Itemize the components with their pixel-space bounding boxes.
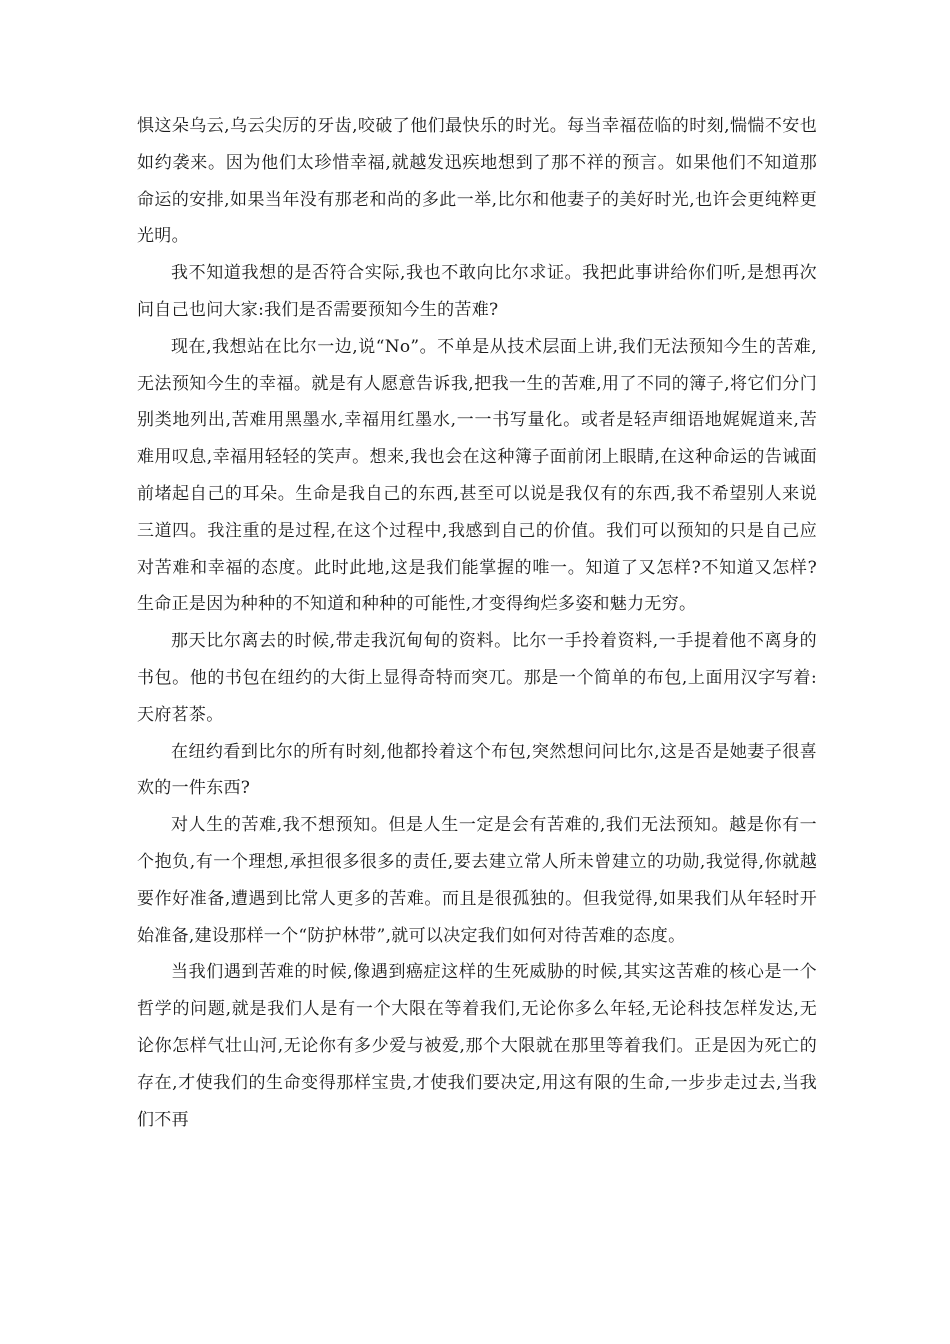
paragraph-3: 现在,我想站在比尔一边,说“No”。不单是从技术层面上讲,我们无法预知今生的苦难,无法预知今生的幸福。就是有人愿意告诉我,把我一生的苦难,用了不同的簿子,将它们分门别类地列出,苦难用黑墨水,幸福用红墨水,一一书写量化。或者是轻声细语地娓娓道来,苦难用叹息,幸福用轻轻的笑声。想来,我也会在这种簿子面前闭上眼睛,在这种命运的告诫面前堵起自己的耳朵。生命是我自己的东西,甚至可以说是我仅有的东西,我不希望别人来说三道四。我注重的是过程,在这个过程中,我感到自己的价值。我们可以预知的只是自己应对苦难和幸福的态度。此时此地,这是我们能掌握的唯一。知道了又怎样?不知道又怎样?生命正是因为种种的不知道和种种的可能性,才变得绚烂多姿和魅力无穷。 bbox=[137, 336, 817, 615]
document-body bbox=[137, 108, 817, 1138]
paragraph-1: 惧这朵乌云,乌云尖厉的牙齿,咬破了他们最快乐的时光。每当幸福莅临的时刻,惴惴不安也如约袭来。因为他们太珍惜幸福,就越发迅疾地想到了那不祥的预言。如果他们不知道那命运的安排,如果当年没有那老和尚的多此一举,比尔和他妻子的美好时光,也许会更纯粹更光明。 bbox=[137, 116, 817, 247]
paragraph-5: 在纽约看到比尔的所有时刻,他都拎着这个布包,突然想问问比尔,这是否是她妻子很喜欢的一件东西? bbox=[137, 741, 817, 799]
paragraph-6: 对人生的苦难,我不想预知。但是人生一定是会有苦难的,我们无法预知。越是你有一个抱负,有一个理想,承担很多很多的责任,要去建立常人所未曾建立的功勋,我觉得,你就越要作好准备,遭遇到比常人更多的苦难。而且是很孤独的。但我觉得,如果我们从年轻时开始准备,建设那样一个“防护林带”,就可以决定我们如何对待苦难的态度。 bbox=[137, 815, 817, 946]
paragraph-2: 我不知道我想的是否符合实际,我也不敢向比尔求证。我把此事讲给你们听,是想再次问自己也问大家:我们是否需要预知今生的苦难? bbox=[137, 263, 817, 320]
paragraph-4: 那天比尔离去的时候,带走我沉甸甸的资料。比尔一手拎着资料,一手提着他不离身的书包。他的书包在纽约的大街上显得奇特而突兀。那是一个简单的布包,上面用汉字写着:天府茗茶。 bbox=[137, 631, 817, 725]
paragraph-7: 当我们遇到苦难的时候,像遇到癌症这样的生死威胁的时候,其实这苦难的核心是一个哲学的问题,就是我们人是有一个大限在等着我们,无论你多么年轻,无论科技怎样发达,无论你怎样气壮山河,无论你有多少爱与被爱,那个大限就在那里等着我们。正是因为死亡的存在,才使我们的生命变得那样宝贵,才使我们要决定,用这有限的生命,一步步走过去,当我们不再 bbox=[137, 962, 817, 1130]
